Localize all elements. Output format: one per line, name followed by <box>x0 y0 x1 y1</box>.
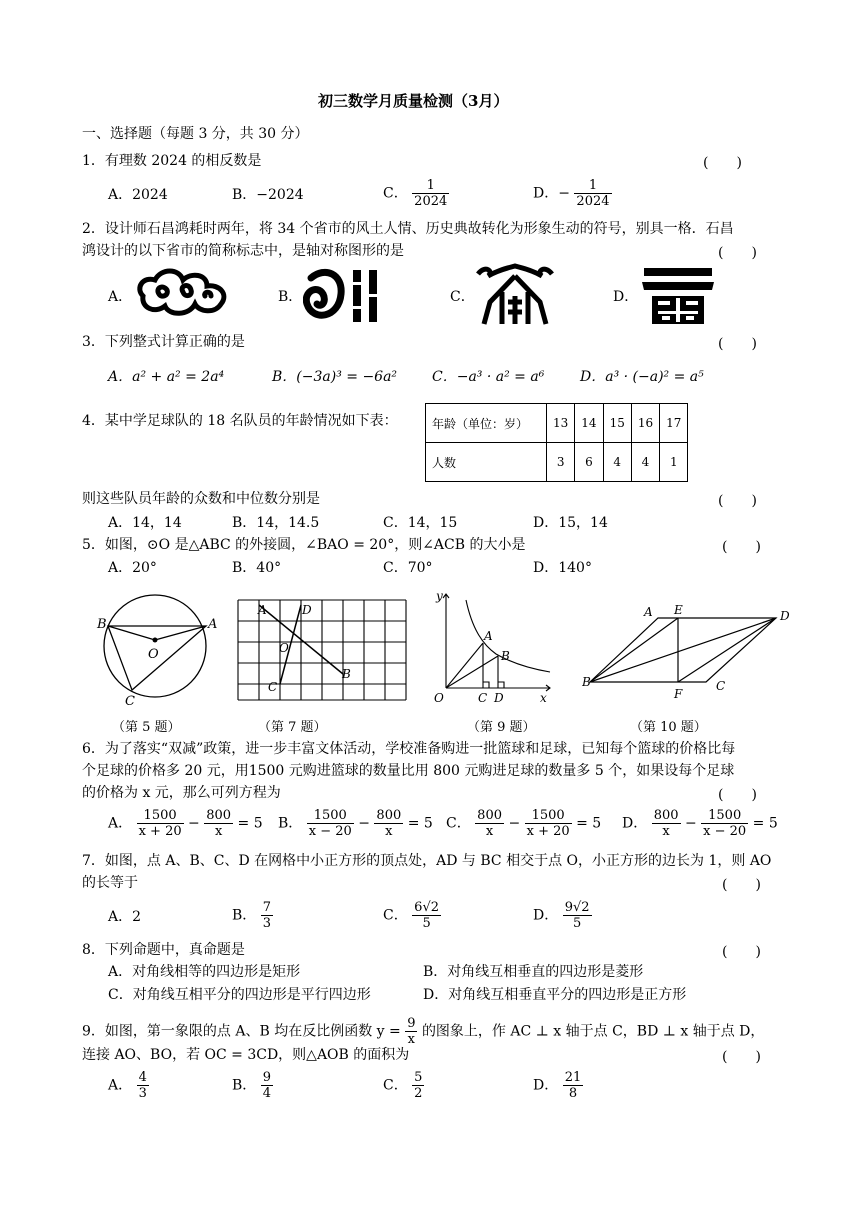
q3-option-c: C．−a³ · a² = a⁶ <box>432 369 545 385</box>
numerator: 4 <box>138 1070 147 1085</box>
figure-5-circle <box>95 588 225 708</box>
numerator: 7 <box>262 900 272 915</box>
label-b: B <box>582 675 591 689</box>
q1-stem: 1．有理数 2024 的相反数是 <box>82 153 262 169</box>
label-o: O <box>148 647 159 662</box>
q4-option-a: A．14，14 <box>108 515 182 531</box>
equation-tail: = 5 <box>752 815 778 832</box>
option-label: D． <box>533 907 559 924</box>
equation-tail: = 5 <box>237 815 263 832</box>
denominator: x <box>214 824 223 839</box>
denominator: x <box>385 824 393 839</box>
option-label: D． <box>533 1077 559 1094</box>
numerator: 1500 <box>525 808 572 824</box>
section-heading: 一、选择题（每题 3 分，共 30 分） <box>82 126 309 142</box>
q9-line1 <box>82 1016 764 1047</box>
q7-line2: 的长等于 <box>82 875 138 891</box>
label-a: A <box>208 617 218 632</box>
denominator: 3 <box>262 916 272 931</box>
q4-option-b: B．14，14.5 <box>232 515 320 531</box>
label-c: C <box>268 680 278 694</box>
answer-paren: ( ) <box>722 944 761 960</box>
table-cell: 4 <box>631 443 659 482</box>
denominator: 8 <box>568 1086 578 1101</box>
label-a: A <box>258 603 267 617</box>
q5-stem: 5．如图，⊙O 是△ABC 的外接圆，∠BAO = 20°，则∠ACB 的大小是 <box>82 537 526 553</box>
option-label: C． <box>446 815 471 832</box>
q9-option-a <box>108 1070 149 1101</box>
numerator: 9√2 <box>564 900 590 915</box>
caption-fig5: （第 5 题） <box>112 720 181 735</box>
q2-option-b: B． <box>278 289 303 305</box>
caption-fig7: （第 7 题） <box>258 720 327 735</box>
q3-stem: 3．下列整式计算正确的是 <box>82 334 245 350</box>
answer-paren: ( ) <box>718 336 757 352</box>
q6-line3: 的价格为 x 元，那么可列方程为 <box>82 785 281 801</box>
label-x: x <box>540 691 547 705</box>
fraction <box>701 808 748 839</box>
q6-option-d: D． $\frac{800}{x}$ − $\frac{1500}{x - 20}$ = 5 <box>622 808 778 839</box>
q8-option-c: C．对角线互相平分的四边形是平行四边形 <box>108 987 371 1003</box>
fraction <box>412 900 441 931</box>
label-c: C <box>716 679 726 693</box>
label-d: D <box>780 609 790 623</box>
q4-stem: 4．某中学足球队的 18 名队员的年龄情况如下表： <box>82 413 398 429</box>
fraction <box>412 1070 424 1101</box>
denominator: 4 <box>262 1086 272 1101</box>
numerator: 9 <box>262 1070 272 1085</box>
q8-option-a: A．对角线相等的四边形是矩形 <box>108 964 301 980</box>
table-cell: 14 <box>575 404 603 443</box>
fraction <box>137 1070 149 1101</box>
q4-option-c: C．14，15 <box>383 515 458 531</box>
q6-line1: 6．为了落实“双减”政策，进一步丰富文体活动，学校准备购进一批篮球和足球，已知每个篮球的价格比每 <box>82 741 736 757</box>
option-label: A． <box>108 1077 133 1094</box>
denominator: 5 <box>572 916 582 931</box>
q9-option-b <box>232 1070 273 1101</box>
q2-option-d: D． <box>613 289 639 305</box>
table-cell: 15 <box>603 404 631 443</box>
label-c: C <box>125 694 135 708</box>
cloud-logo-icon <box>133 262 233 324</box>
q1-d-label: D．− <box>533 185 570 202</box>
table-row <box>426 443 688 482</box>
denominator: x <box>407 1032 416 1047</box>
denominator: x − 20 <box>703 824 747 839</box>
fraction <box>563 1070 584 1101</box>
denominator: 3 <box>138 1086 147 1101</box>
q1-option-d <box>533 178 612 209</box>
option-label: B． <box>232 907 257 924</box>
numerator: 9 <box>407 1016 416 1031</box>
numerator: 6√2 <box>414 900 439 915</box>
table-cell: 4 <box>603 443 631 482</box>
option-label: C． <box>383 907 408 924</box>
q1-d-fraction <box>574 178 611 209</box>
q1-option-c <box>383 178 449 209</box>
denominator: x <box>662 824 670 839</box>
function-fraction <box>405 1016 417 1047</box>
label-b: B <box>501 649 510 663</box>
yu-logo-icon <box>474 262 556 328</box>
caption-fig9: （第 9 题） <box>467 720 536 735</box>
answer-paren: ( ) <box>722 539 761 555</box>
fraction <box>652 808 681 839</box>
option-label: B． <box>278 815 303 832</box>
table-cell: 17 <box>660 404 688 443</box>
equation-tail: = 5 <box>407 815 433 832</box>
denominator: x − 20 <box>308 824 352 839</box>
denominator: 2024 <box>576 194 610 209</box>
q8-option-d: D．对角线互相垂直平分的四边形是正方形 <box>423 987 687 1003</box>
q7-option-c <box>383 900 441 931</box>
fraction <box>261 1070 273 1101</box>
q2-option-a: A． <box>108 289 133 305</box>
answer-paren: ( ) <box>722 1049 761 1065</box>
q5-option-d: D．140° <box>533 560 592 576</box>
label-e: E <box>674 603 683 617</box>
label-c: C <box>478 691 488 705</box>
q9-option-d <box>533 1070 583 1101</box>
option-label: D． <box>622 815 648 832</box>
q6-option-a: A． $\frac{1500}{x + 20}$ − $\frac{800}{x}$ = 5 <box>108 808 263 839</box>
age-table <box>425 403 688 482</box>
numerator: 1500 <box>137 808 184 824</box>
caption-fig10: （第 10 题） <box>630 720 707 735</box>
answer-paren: ( ) <box>703 155 742 171</box>
q2-line2: 鸿设计的以下省市的简称标志中，是轴对称图形的是 <box>82 243 404 259</box>
q7-option-a: A．2 <box>108 909 142 925</box>
fraction <box>307 808 354 839</box>
q1-c-label: C． <box>383 185 408 202</box>
q1-option-b: B．−2024 <box>232 187 304 203</box>
table-cell: 13 <box>547 404 575 443</box>
q5-option-b: B．40° <box>232 560 282 576</box>
table-header-age: 年龄（单位：岁） <box>426 404 547 443</box>
q7-option-b <box>232 900 273 931</box>
denominator: 2 <box>414 1086 423 1101</box>
chuan-logo-icon <box>303 264 385 328</box>
option-label: C． <box>383 1077 408 1094</box>
fraction <box>204 808 233 839</box>
q3-option-b: B．(−3a)³ = −6a² <box>272 369 398 385</box>
figure-9-graph <box>426 588 556 710</box>
numerator: 1 <box>574 178 611 194</box>
fraction <box>137 808 184 839</box>
denominator: 2024 <box>414 194 448 209</box>
label-b: B <box>342 667 351 681</box>
table-cell: 1 <box>660 443 688 482</box>
numerator: 800 <box>653 808 679 823</box>
q6-option-c: C． $\frac{800}{x}$ − $\frac{1500}{x + 20}$ = 5 <box>446 808 602 839</box>
q9-option-c <box>383 1070 424 1101</box>
q2-option-c: C． <box>450 289 475 305</box>
q4-question: 则这些队员年龄的众数和中位数分别是 <box>82 491 320 507</box>
q3-option-d: D．a³ · (−a)² = a⁵ <box>580 369 704 385</box>
q8-option-b: B．对角线互相垂直的四边形是菱形 <box>423 964 644 980</box>
label-y: y <box>436 589 443 603</box>
numerator: 800 <box>206 808 232 823</box>
q5-option-a: A．20° <box>108 560 157 576</box>
label-d: D <box>302 603 312 617</box>
numerator: 1500 <box>701 808 748 824</box>
table-cell: 16 <box>631 404 659 443</box>
table-header-count: 人数 <box>426 443 547 482</box>
q6-option-b: B． $\frac{1500}{x - 20}$ − $\frac{800}{x}$ = 5 <box>278 808 433 839</box>
denominator: 5 <box>422 916 431 931</box>
fraction <box>261 900 273 931</box>
q7-option-d <box>533 900 592 931</box>
q9-line2: 连接 AO、BO，若 OC = 3CD，则△AOB 的面积为 <box>82 1047 410 1063</box>
q7-line1: 7．如图，点 A、B、C、D 在网格中小正方形的顶点处，AD 与 BC 相交于点 O，小正方形的边长为 1，则 AO <box>82 853 772 869</box>
numerator: 1500 <box>307 808 354 824</box>
q6-line2: 个足球的价格多 20 元，用1500 元购进篮球的数量比用 800 元购进足球的数量多 5 个，如果设每个足球 <box>82 763 735 779</box>
label-a: A <box>644 605 653 619</box>
q9-line1-start: 9．如图，第一象限的点 A、B 均在反比例函数 y = <box>82 1023 401 1040</box>
numerator: 800 <box>376 808 402 823</box>
option-label: B． <box>232 1077 257 1094</box>
figure-10-parallelogram <box>582 600 794 708</box>
q8-stem: 8．下列命题中，真命题是 <box>82 942 245 958</box>
q5-option-c: C．70° <box>383 560 433 576</box>
q1-c-fraction <box>412 178 449 209</box>
fraction <box>374 808 403 839</box>
table-row <box>426 404 688 443</box>
label-o: O <box>434 691 444 705</box>
numerator: 5 <box>414 1070 423 1085</box>
answer-paren: ( ) <box>722 877 761 893</box>
answer-paren: ( ) <box>718 245 757 261</box>
jin-logo-icon <box>638 264 718 330</box>
table-cell: 6 <box>575 443 603 482</box>
label-b: B <box>97 617 107 632</box>
numerator: 21 <box>564 1070 582 1085</box>
q9-line1-end: 的图象上，作 AC ⊥ x 轴于点 C，BD ⊥ x 轴于点 D， <box>421 1023 765 1040</box>
q3-option-a: A．a² + a² = 2a⁴ <box>108 369 225 385</box>
option-label: A． <box>108 815 133 832</box>
label-f: F <box>674 687 683 701</box>
denominator: x + 20 <box>138 824 182 839</box>
answer-paren: ( ) <box>718 493 757 509</box>
label-d: D <box>494 691 504 705</box>
numerator: 800 <box>477 808 502 823</box>
denominator: x + 20 <box>526 824 570 839</box>
page-title: 初三数学月质量检测（3月） <box>318 92 509 110</box>
label-o: O <box>279 641 289 655</box>
answer-paren: ( ) <box>718 787 757 803</box>
fraction <box>475 808 504 839</box>
fraction <box>525 808 572 839</box>
label-a: A <box>484 629 493 643</box>
q1-option-a: A．2024 <box>108 187 168 203</box>
table-cell: 3 <box>547 443 575 482</box>
equation-tail: = 5 <box>576 815 602 832</box>
q4-option-d: D．15，14 <box>533 515 608 531</box>
fraction <box>563 900 592 931</box>
numerator: 1 <box>412 178 449 194</box>
figure-7-grid <box>236 598 408 702</box>
denominator: x <box>485 824 494 839</box>
q2-line1: 2．设计师石昌鸿耗时两年，将 34 个省市的风土人情、历史典故转化为形象生动的符号，别具一格．石昌 <box>82 221 734 237</box>
